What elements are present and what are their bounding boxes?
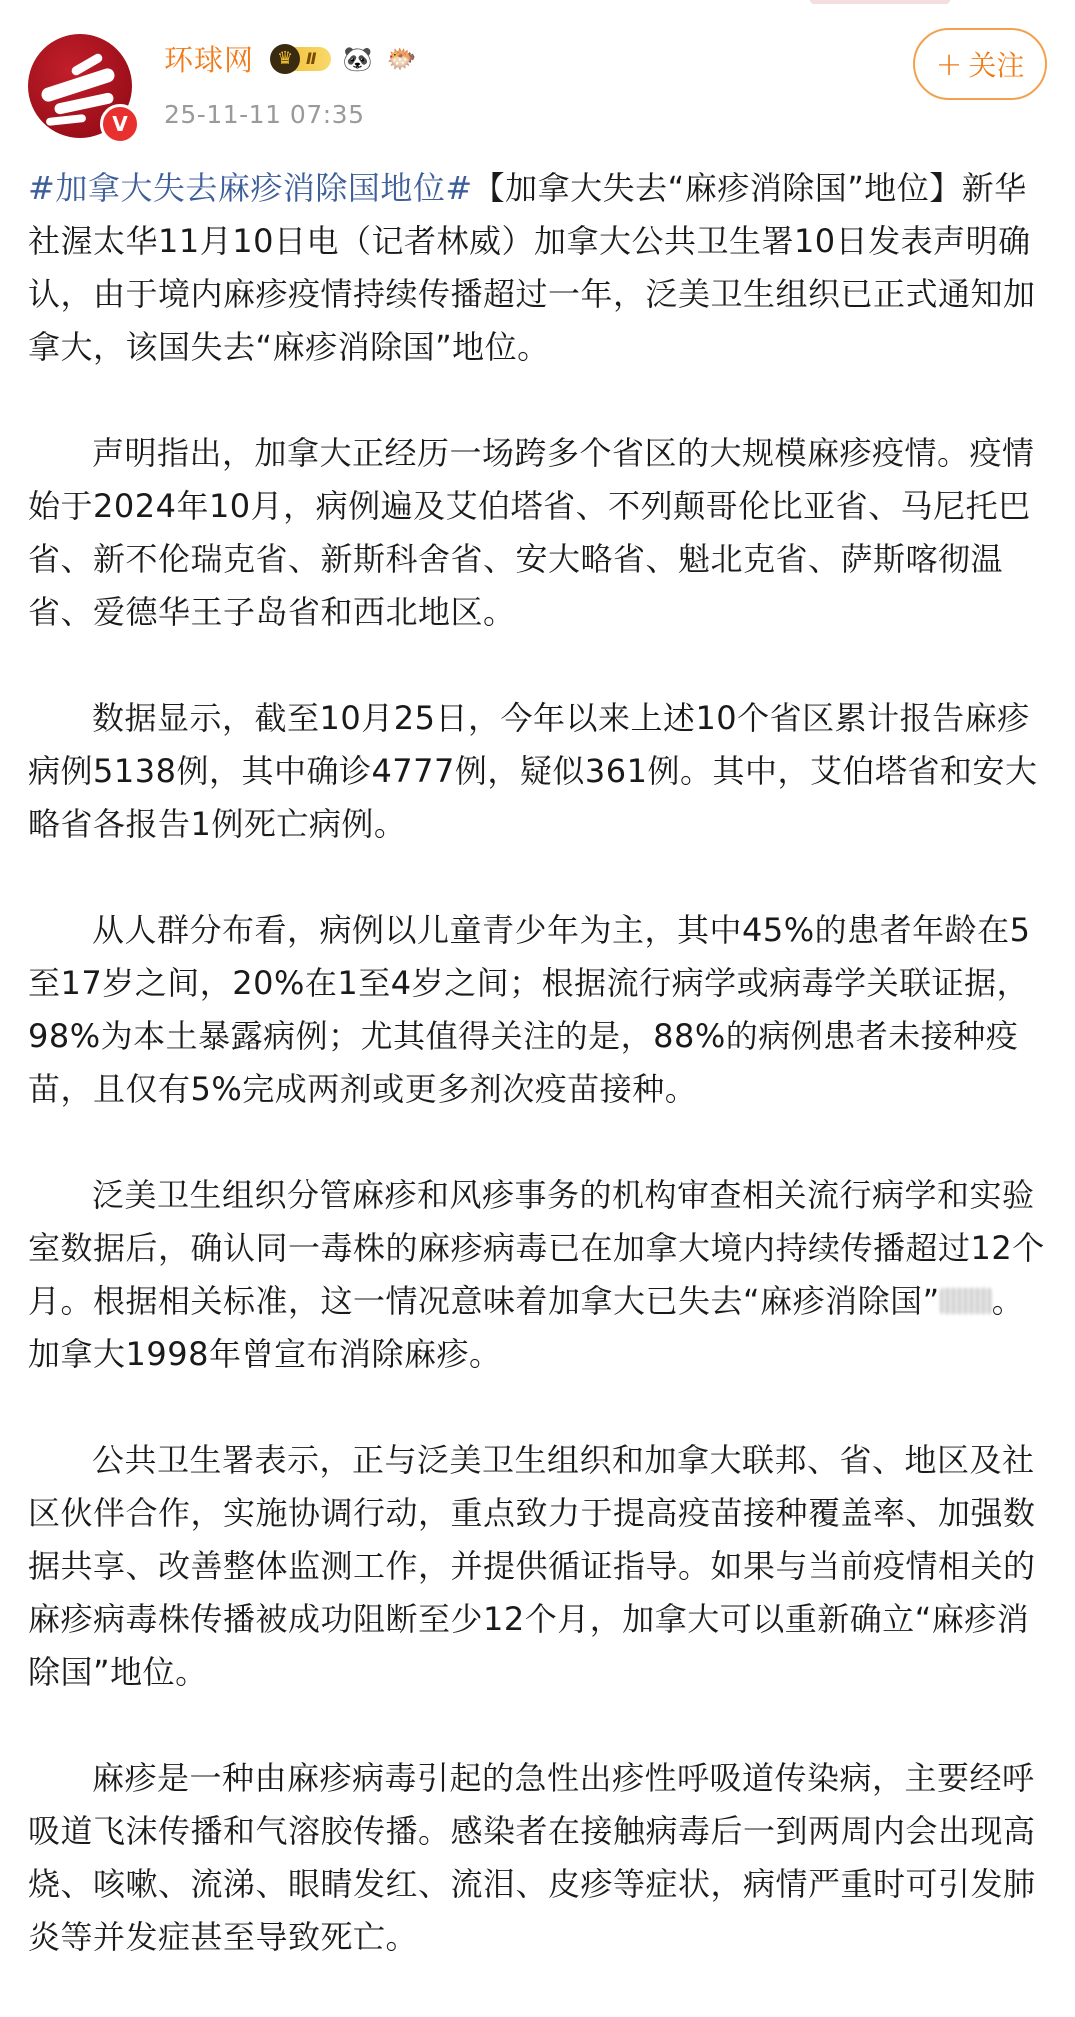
body-paragraph: 公共卫生署表示，正与泛美卫生组织和加拿大联邦、省、地区及社区伙伴合作，实施协调行动，重点致力于提高疫苗接种覆盖率、加强数据共享、改善整体监测工作，并提供循证指导。如果与当前疫情相关的麻疹病毒株传播被成功阻断至少12个月，加拿大可以重新确立“麻疹消除国”地位。 <box>28 1441 1036 1691</box>
follow-label: 关注 <box>968 49 1025 82</box>
plus-icon: + <box>935 45 963 83</box>
intro-text: 【加拿大失去“麻疹消除国”地位】新华社渥太华11月10日电（记者林威）加拿大公共卫生署10日发表声明确认，由于境内麻疹疫情持续传播超过一年，泛美卫生组织已正式通知加拿大，该国失去“麻疹消除国”地位。 <box>28 169 1036 366</box>
paragraph-text: 。加拿大1998年曾宣布消除麻疹。 <box>28 1282 1025 1373</box>
vip-level-label: Ⅱ <box>292 47 331 71</box>
post-header <box>28 28 1047 138</box>
body-paragraph <box>28 1169 1048 1381</box>
author-name[interactable]: 环球网 <box>164 43 255 77</box>
body-paragraph: 麻疹是一种由麻疹病毒引起的急性出疹性呼吸道传染病，主要经呼吸道飞沫传播和气溶胶传播。感染者在接触病毒后一到两周内会出现高烧、咳嗽、流涕、眼睛发红、流泪、皮疹等症状，病情严重时可引发肺炎等并发症甚至导致死亡。 <box>28 1759 1036 1956</box>
panda-icon[interactable]: 🐼 <box>341 42 375 76</box>
blurred-text-mask <box>940 1288 992 1314</box>
follow-button[interactable] <box>913 28 1047 100</box>
body-paragraph: 数据显示，截至10月25日，今年以来上述10个省区累计报告麻疹病例5138例，其中确诊4777例，疑似361例。其中，艾伯塔省和安大略省各报告1例死亡病例。 <box>28 699 1038 843</box>
intro-paragraph <box>28 162 1048 374</box>
pufferfish-icon[interactable]: 🐡 <box>385 42 419 76</box>
body-paragraph: 声明指出，加拿大正经历一场跨多个省区的大规模麻疹疫情。疫情始于2024年10月，病例遍及艾伯塔省、不列颠哥伦比亚省、马尼托巴省、新不伦瑞克省、新斯科舍省、安大略省、魁北克省、萨斯喀彻温省、爱德华王子岛省和西北地区。 <box>28 434 1035 631</box>
body-paragraph: 从人群分布看，病例以儿童青少年为主，其中45%的患者年龄在5至17岁之间，20%在1至4岁之间；根据流行病学或病毒学关联证据，98%为本土暴露病例；尤其值得关注的是，88%的病例患者未接种疫苗，且仅有5%完成两剂或更多剂次疫苗接种。 <box>28 911 1031 1108</box>
post-timestamp: 25-11-11 07:35 <box>164 100 365 129</box>
hashtag-link[interactable]: #加拿大失去麻疹消除国地位# <box>28 169 473 207</box>
vip-badge[interactable] <box>270 44 331 74</box>
top-edge-indicator <box>810 0 950 4</box>
crown-icon: ♛ <box>270 44 300 74</box>
verified-badge-icon: V <box>100 104 140 144</box>
logo-stripe <box>46 114 87 126</box>
paragraph-text: 泛美卫生组织分管麻疹和风疹事务的机构审查相关流行病学和实验室数据后，确认同一毒株的麻疹病毒已在加拿大境内持续传播超过12个月。根据相关标准，这一情况意味着加拿大已失去“麻疹消除国” <box>28 1176 1045 1320</box>
author-row <box>164 38 419 79</box>
post-body <box>28 162 1048 2017</box>
